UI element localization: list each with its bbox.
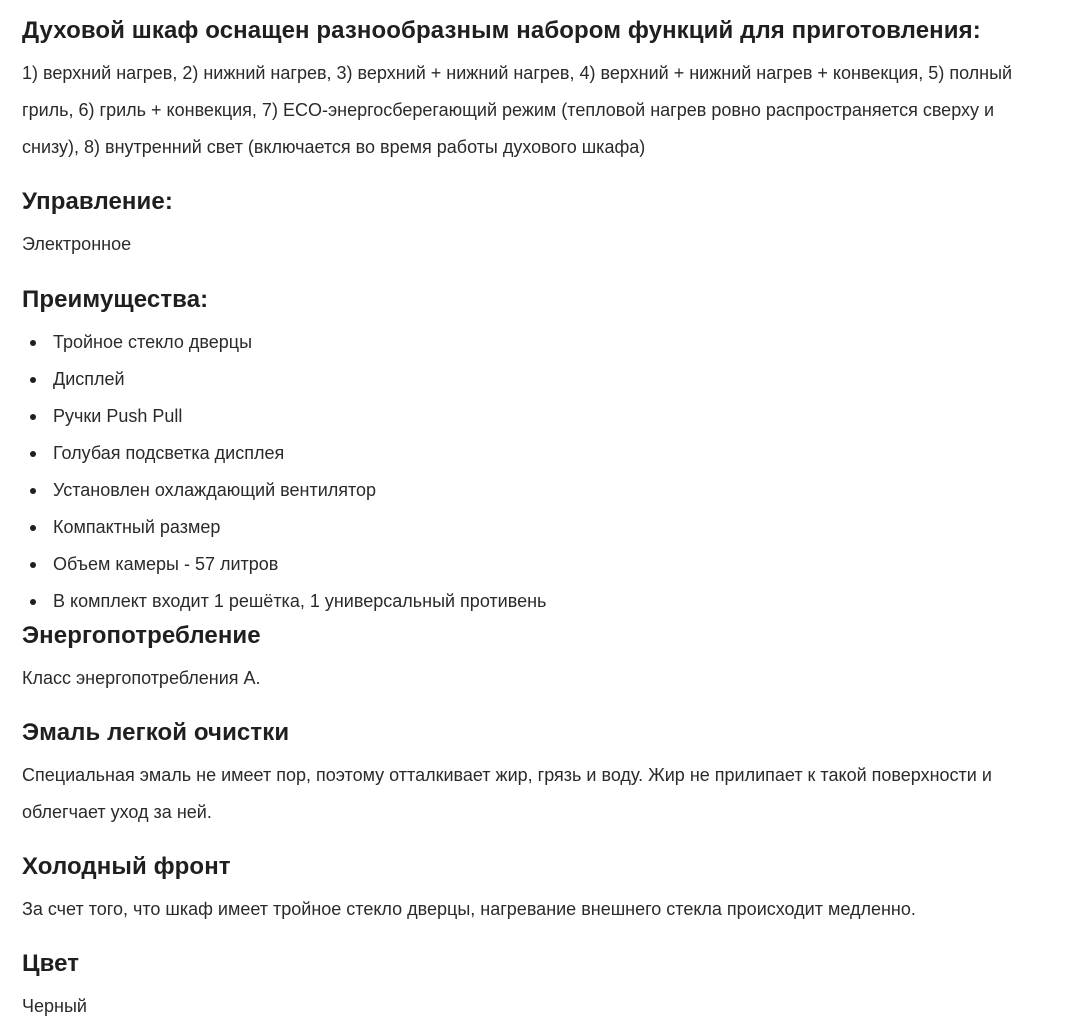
list-item: Компактный размер xyxy=(53,509,1046,546)
advantages-heading: Преимущества: xyxy=(22,286,209,313)
enamel-section xyxy=(22,719,1046,831)
advantages-section xyxy=(22,286,1046,620)
list-item: Тройное стекло дверцы xyxy=(53,324,1046,361)
advantages-list xyxy=(22,324,1046,620)
list-item: Дисплей xyxy=(53,361,1046,398)
list-item: Объем камеры - 57 литров xyxy=(53,546,1046,583)
control-heading: Управление: xyxy=(22,188,173,215)
list-item: Голубая подсветка дисплея xyxy=(53,435,1046,472)
energy-heading: Энергопотребление xyxy=(22,622,261,649)
energy-text: Класс энергопотребления А. xyxy=(22,668,261,688)
color-text: Черный xyxy=(22,996,87,1016)
functions-section xyxy=(22,0,1046,166)
list-item: В комплект входит 1 решётка, 1 универсальный противень xyxy=(53,583,1046,620)
enamel-heading: Эмаль легкой очистки xyxy=(22,719,290,746)
control-text: Электронное xyxy=(22,234,132,254)
list-item: Установлен охлаждающий вентилятор xyxy=(53,472,1046,509)
control-section xyxy=(22,188,1046,263)
list-item: Ручки Push Pull xyxy=(53,398,1046,435)
energy-section xyxy=(22,622,1046,697)
functions-text: 1) верхний нагрев, 2) нижний нагрев, 3) верхний + нижний нагрев, 4) верхний + нижний нагрев + конвекция, 5) полный гриль, 6) гриль + конвекция, 7) ECO-энергосберегающий режим (тепловой нагрев ровно распространяется сверху и снизу), 8) внутренний свет (включается во время работы духового шкафа) xyxy=(22,63,1013,157)
functions-heading: Духовой шкаф оснащен разнообразным набором функций для приготовления: xyxy=(22,17,981,44)
cold-front-section xyxy=(22,853,1046,928)
cold-front-heading: Холодный фронт xyxy=(22,853,231,880)
cold-front-text: За счет того, что шкаф имеет тройное стекло дверцы, нагревание внешнего стекла происходит медленно. xyxy=(22,899,916,919)
color-section xyxy=(22,950,1046,1025)
enamel-text: Специальная эмаль не имеет пор, поэтому отталкивает жир, грязь и воду. Жир не прилипает к такой поверхности и облегчает уход за ней. xyxy=(22,765,992,822)
color-heading: Цвет xyxy=(22,950,80,977)
